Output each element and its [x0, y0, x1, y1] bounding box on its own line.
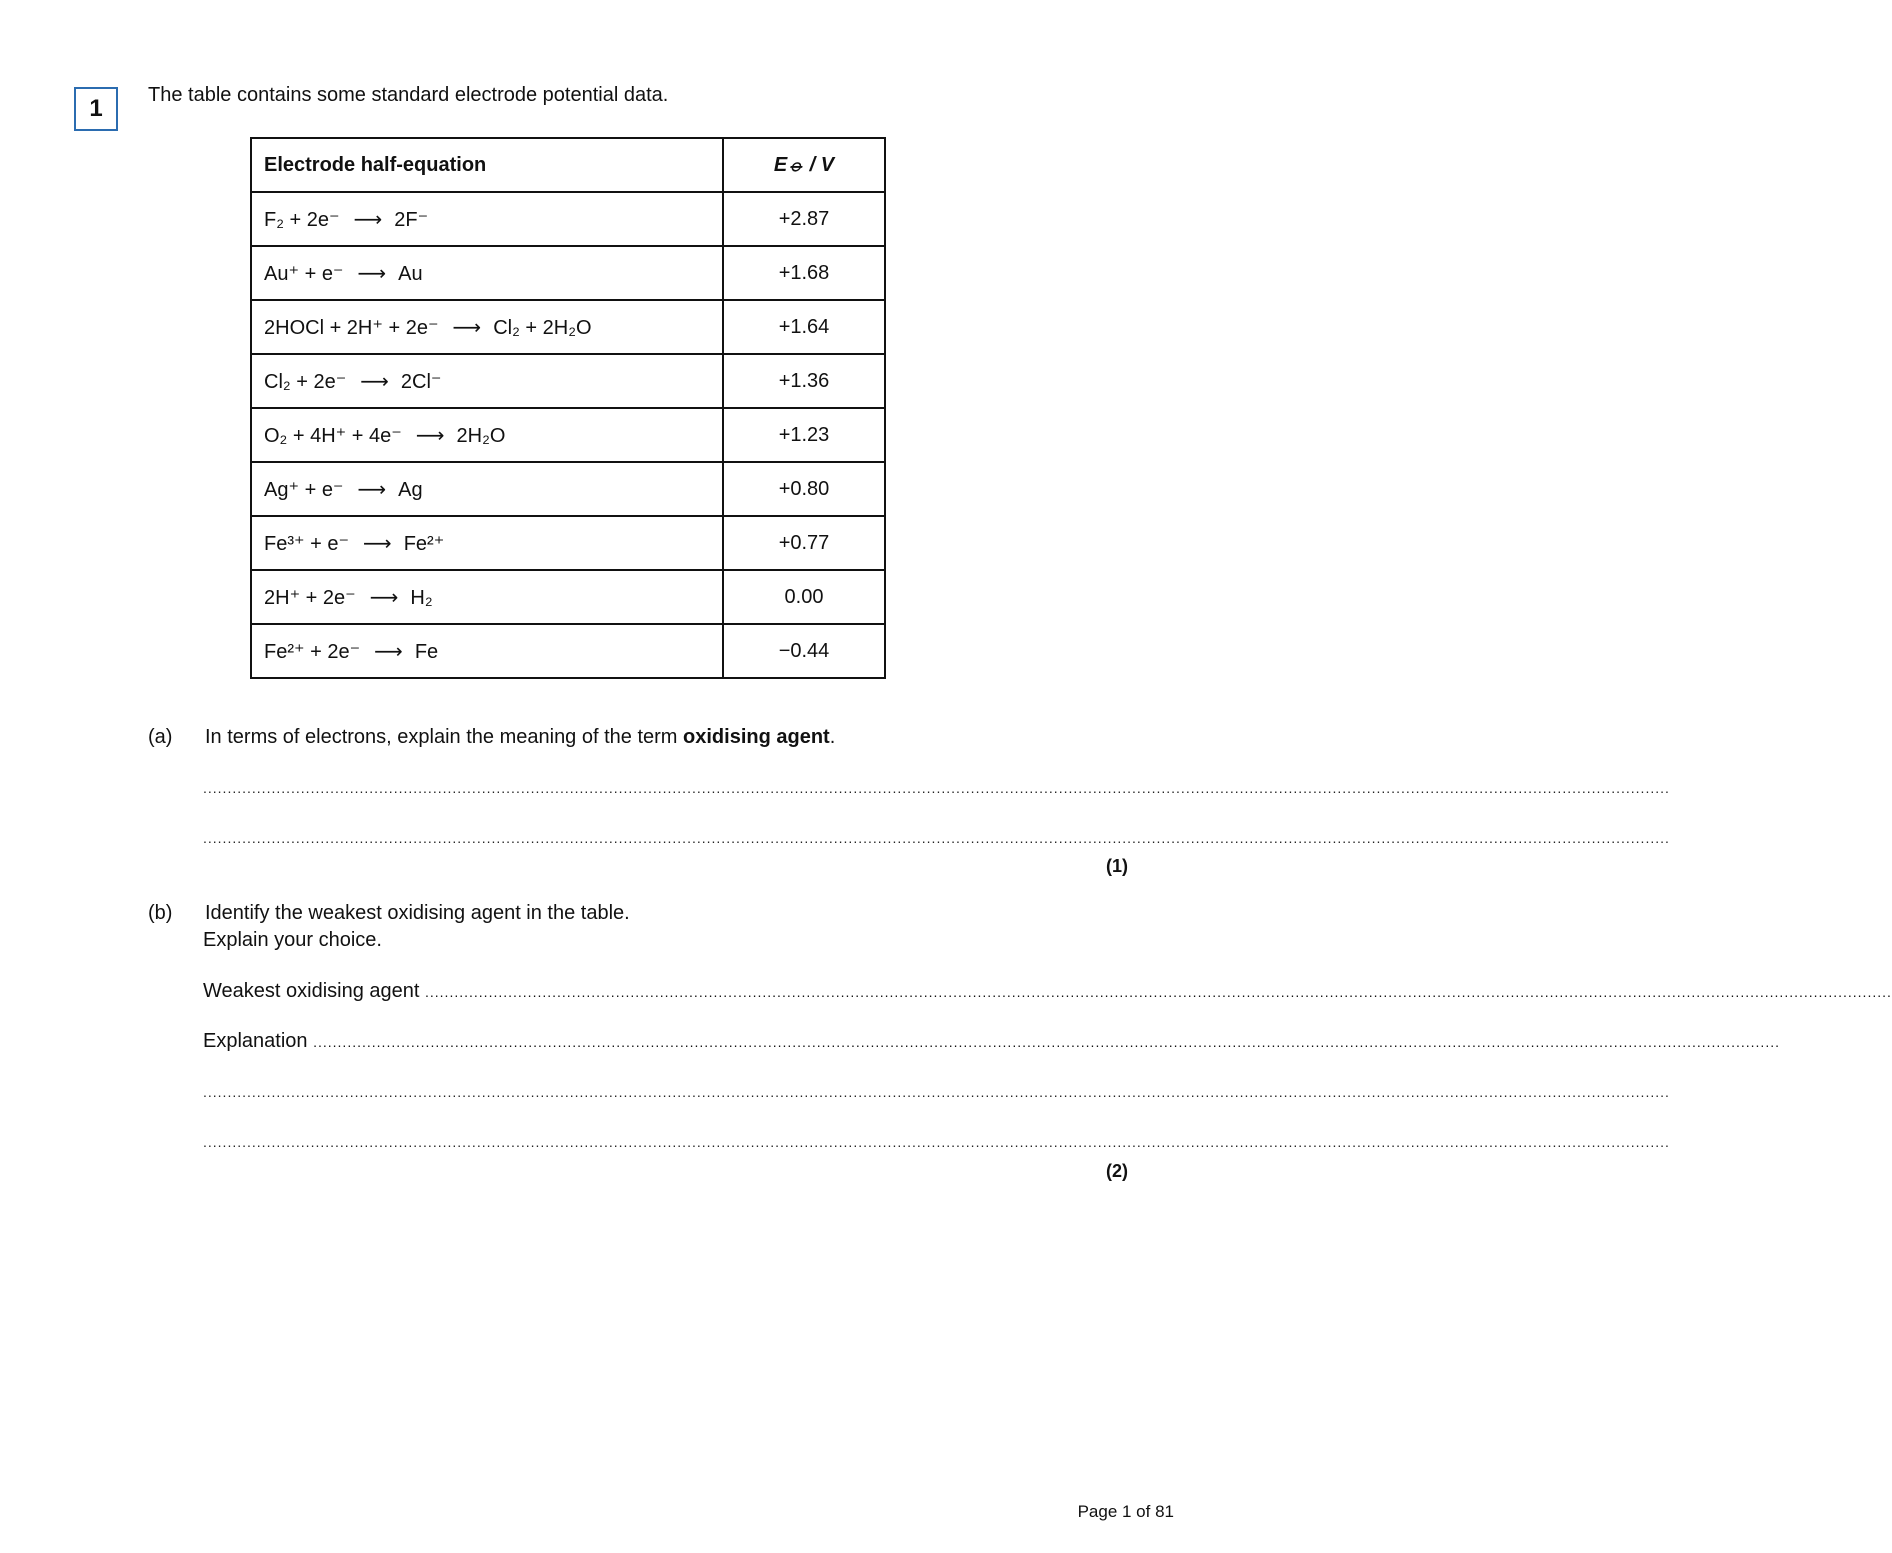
equation-reactants: Au⁺ + e⁻	[264, 262, 344, 285]
reaction-arrow-icon: ⟶	[369, 586, 397, 609]
equation-products: 2F⁻	[394, 208, 429, 231]
potential-value-cell: +0.80	[723, 462, 885, 516]
explanation-answer-line[interactable]: ............................................................................................................................................................................................................................................................................................................	[313, 1034, 1780, 1050]
equation-products: Ag	[398, 478, 423, 501]
equation-products: 2Cl⁻	[400, 370, 442, 393]
question-intro: The table contains some standard electrode potential data.	[148, 84, 669, 106]
table-row	[251, 408, 885, 462]
reaction-arrow-icon: ⟶	[353, 208, 381, 231]
half-equation-cell	[251, 570, 723, 624]
weakest-label: Weakest oxidising agent	[203, 980, 420, 1002]
reaction-arrow-icon: ⟶	[360, 370, 387, 393]
part-a-question	[205, 724, 835, 750]
equation-products: Fe	[414, 640, 439, 663]
equation-products: Fe²⁺	[403, 532, 445, 555]
potential-value-cell: 0.00	[723, 570, 885, 624]
electrode-potential-table	[250, 137, 886, 679]
equation-reactants: Cl₂ + 2e⁻	[264, 370, 347, 393]
equation-products: H₂	[410, 586, 433, 609]
half-equation-cell	[251, 408, 723, 462]
question-number-box	[74, 87, 118, 131]
explanation-label: Explanation	[203, 1030, 308, 1052]
table-row	[251, 192, 885, 246]
potential-value-cell: +0.77	[723, 516, 885, 570]
weakest-answer-row	[203, 978, 1892, 1005]
equation-reactants: 2H⁺ + 2e⁻	[264, 586, 356, 609]
part-a-answer-line-2[interactable]: ............................................................................................................................................................................................................................................................................................................	[203, 830, 1670, 846]
header-potential: E⦵ / V	[723, 138, 885, 192]
potential-value-cell: +1.68	[723, 246, 885, 300]
reaction-arrow-icon: ⟶	[357, 262, 385, 285]
weakest-answer-line[interactable]: ............................................................................................................................................................................................................................................................................................................	[425, 984, 1892, 1000]
half-equation-cell	[251, 354, 723, 408]
part-b-marks: (2)	[1106, 1161, 1128, 1181]
potential-value-cell: +2.87	[723, 192, 885, 246]
header-equation: Electrode half-equation	[251, 138, 723, 192]
table-row	[251, 570, 885, 624]
part-b-answer-line-4[interactable]: ............................................................................................................................................................................................................................................................................................................	[203, 1134, 1670, 1150]
table-body	[251, 192, 885, 678]
potential-value-cell: −0.44	[723, 624, 885, 678]
equation-products: Cl₂ + 2H₂O	[493, 316, 592, 339]
reaction-arrow-icon: ⟶	[415, 424, 443, 447]
part-b-answer-line-3[interactable]: ............................................................................................................................................................................................................................................................................................................	[203, 1084, 1670, 1100]
equation-reactants: Ag⁺ + e⁻	[264, 478, 344, 501]
half-equation-cell	[251, 246, 723, 300]
part-a-term: oxidising agent	[683, 726, 830, 748]
potential-value-cell: +1.23	[723, 408, 885, 462]
question-number: 1	[89, 95, 103, 122]
reaction-arrow-icon: ⟶	[374, 640, 401, 663]
explanation-answer-row	[203, 1028, 1780, 1055]
page-footer: Page 1 of 81	[1077, 1502, 1174, 1521]
half-equation-cell	[251, 192, 723, 246]
table-row	[251, 624, 885, 678]
reaction-arrow-icon: ⟶	[452, 316, 480, 339]
table-row	[251, 462, 885, 516]
part-b-label: (b)	[148, 902, 173, 924]
reaction-arrow-icon: ⟶	[363, 532, 390, 555]
reaction-arrow-icon: ⟶	[357, 478, 385, 501]
equation-reactants: F₂ + 2e⁻	[264, 208, 340, 231]
potential-value-cell: +1.36	[723, 354, 885, 408]
potential-value-cell: +1.64	[723, 300, 885, 354]
half-equation-cell	[251, 516, 723, 570]
half-equation-cell	[251, 300, 723, 354]
part-a-answer-line-1[interactable]: ............................................................................................................................................................................................................................................................................................................	[203, 780, 1670, 796]
equation-reactants: O₂ + 4H⁺ + 4e⁻	[264, 424, 402, 447]
table-header-row	[251, 138, 885, 192]
equation-reactants: Fe²⁺ + 2e⁻	[264, 640, 361, 663]
part-b-line-1: Identify the weakest oxidising agent in the table.	[205, 902, 630, 924]
part-a-text-after: .	[829, 726, 836, 748]
part-b-line-2: Explain your choice.	[203, 929, 382, 951]
equation-products: Au	[398, 262, 423, 285]
equation-products: 2H₂O	[456, 424, 506, 447]
table-row	[251, 516, 885, 570]
equation-reactants: Fe³⁺ + e⁻	[264, 532, 350, 555]
table-row	[251, 246, 885, 300]
half-equation-cell	[251, 624, 723, 678]
half-equation-cell	[251, 462, 723, 516]
equation-reactants: 2HOCl + 2H⁺ + 2e⁻	[264, 316, 439, 339]
part-a-text-before: In terms of electrons, explain the meaning of the term	[205, 726, 684, 748]
table-row	[251, 300, 885, 354]
part-a-label: (a)	[148, 726, 173, 748]
table-row	[251, 354, 885, 408]
part-a-marks: (1)	[1106, 856, 1128, 876]
